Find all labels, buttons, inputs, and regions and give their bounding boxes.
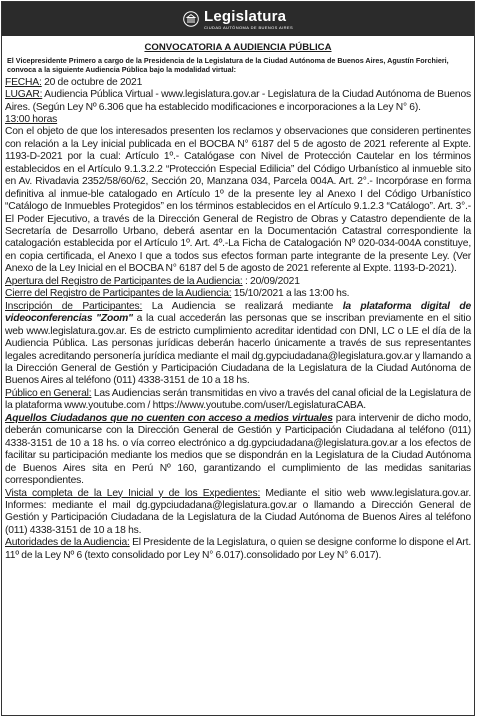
autoridades-label: Autoridades de la Audiencia: (5, 537, 130, 549)
intro-paragraph: El Vicepresidente Primero a cargo de la Presidencia de la Legislatura de la Ciudad Autónoma de Buenos Aires, Agustín Forchieri, convoca a la siguiente Audiencia Pública bajo la modalidad virtual: (7, 56, 449, 75)
fecha-line (5, 77, 471, 89)
cierre-value: 15/10/2021 a las 13:00 hs. (231, 288, 350, 300)
sin-acceso-label: Aquellos Ciudadanos que no cuenten con acceso a medios virtuales (5, 412, 333, 424)
autoridades-paragraph (5, 537, 471, 562)
hora-line (5, 114, 471, 126)
apertura-label: Apertura del Registro de Participantes de la Audiencia: (5, 275, 243, 287)
apertura-line (5, 276, 471, 288)
brand-subtitle: CIUDAD AUTÓNOMA DE BUENOS AIRES (203, 24, 294, 30)
inscripcion-text-a: La Audiencia se realizará mediante (142, 300, 343, 312)
autoridades-text: El Presidente de la Legislatura, o quien se designe conforme lo dispone el Art. 11º de la Ley Nº 6 (texto consolidado por Ley N° 6.017).consolidado por Ley N° 6.017). (5, 537, 471, 561)
inscripcion-text-b: a la cual accederán las personas que se inscriban previamente en el sitio web www.legislatura.gov.ar. Es de estricto cumplimiento acreditar identidad con DNI, LC o LE el día de la Audiencia Pública. Las personas jurídicas deberán hacerlo únicamente a través de sus representantes legales acreditando personería jurídica mediante el mail dg.gypciudadana@legislatura.gov.ar y llamando a la Dirección General de Gestión y Participación Ciudadana de la Legislatura de la Ciudad Autónoma de Buenos Aires al teléfono (011) 4338-3151 de 10 a 18 hs. (5, 313, 471, 387)
vista-text: Mediante el sitio web www.legislatura.gov.ar. Informes: mediante el mail dg.gypciudadana@legislatura.gov.ar o llamando a Dirección General de Gestión y Participación Ciudadana de la Legislatura de la Ciudad Autónoma de Buenos Aires al teléfono (011) 4338-3151 de 10 a 18 hs. (5, 487, 471, 536)
fecha-value: 20 de octubre de 2021 (41, 76, 143, 88)
publico-text: Las Audiencias serán transmitidas en vivo a través del canal oficial de la Legislatura de la plataforma www.youtube.com / https://www.youtube.com/user/LegislaturaCABA. (5, 387, 471, 412)
apertura-value: : 20/09/2021 (242, 275, 300, 287)
vista-label: Vista completa de la Ley Inicial y de los Expedientes: (5, 487, 261, 499)
sin-acceso-paragraph (5, 413, 471, 488)
fecha-label: FECHA: (5, 76, 42, 88)
vista-paragraph (5, 488, 471, 538)
brand (204, 9, 293, 30)
hora-label: 13:00 horas (5, 113, 58, 125)
sin-acceso-text: para intervenir de dicho modo, deberán comunicarse con la Dirección General de Gestión y Participación Ciudadana al teléfono (011) 4338-3151 de 10 a 18 hs. o vía correo electrónico a dg.gypciudadana@legislatura.gov.ar a los efectos de facilitar su participación mediante los medios que se dispondrán en la Legislatura de la Ciudad Autónoma de Buenos Aires sita en Perú Nº 160, garantizando el cumplimiento de las medidas sanitarias correspondientes. (5, 412, 472, 487)
brand-name: Legislatura (203, 7, 287, 25)
publico-label: Público en General: (5, 387, 92, 399)
notice-body (5, 77, 471, 563)
lugar-text: Audiencia Pública Virtual - www.legislatura.gov.ar - Legislatura de la Ciudad Autónoma de Buenos Aires. (Según Ley Nº 6.306 que ha establecido modificaciones e incorporaciones a la Ley N° 6). (5, 89, 471, 113)
cierre-line (5, 288, 471, 300)
header-banner (2, 2, 474, 36)
notice-page (1, 1, 475, 716)
legislature-logo-icon (183, 11, 199, 27)
cierre-label: Cierre del Registro de Participantes de la Audiencia: (5, 288, 232, 300)
lugar-label: LUGAR: (5, 89, 43, 101)
lugar-paragraph (5, 89, 471, 114)
inscripcion-label: Inscripción de Participantes: (5, 300, 143, 312)
notice-title: CONVOCATORIA A AUDIENCIA PÚBLICA (144, 42, 332, 53)
objeto-paragraph: Con el objeto de que los interesados presenten los reclamos y observaciones que consideren pertinentes con relación a la Ley inicial publicada en el BOCBA N° 6187 del 5 de agosto de 2021 referente al Expte. 1193-D-2021 por la cual: Artículo 1º.- Catalógase con Nivel de Protección Cautelar en los términos establecidos en el Artículo 9.1.3.2.2 “Protección Especial Edilicia” del Código Urbanístico al inmueble sito en Av. Rivadavia 2352/58/60/62, Sección 20, Manzana 034, Parcela 004A. Art. 2°.- Incorpórase en forma definitiva al inmue-ble catalogado en Artículo 1º de la presente ley al Anexo I del Código Urbanístico “Catálogo de Inmuebles Protegidos” en los términos establecidos en el Artículo 9.1.2.3 “Catálogo”. Art. 3°.- El Poder Ejecutivo, a través de la Dirección General de Registro de Obras y Catastro dependiente de la Secretaría de Desarrollo Urbano, deberá asentar en la Documentación Catastral correspondiente la catalogación establecida por el Artículo 1º. Art. 4º.-La Ficha de Catalogación Nº 020-034-004A constituye, en copia certificada, el Anexo I que a todos sus efectos forman parte integrante de la presente Ley. (Ver Anexo de la Ley Inicial en el BOCBA N° 6187 del 5 de agosto de 2021 referente al Expte. 1193-D-2021). (5, 126, 471, 275)
inscripcion-bold: la plataforma digital de videoconferencias "Zoom" (5, 300, 471, 325)
inscripcion-paragraph (5, 301, 471, 388)
publico-paragraph (5, 388, 471, 413)
